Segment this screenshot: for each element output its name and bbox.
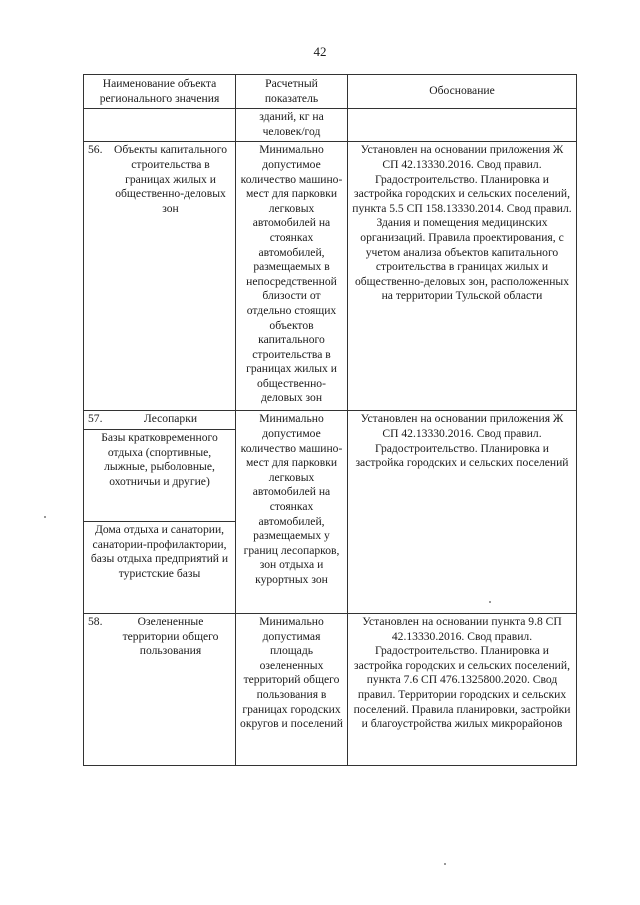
row-indicator: Минимально допустимое количество машино-мест для парковки легковых автомобилей на стоянках автомобилей, размещаемых в непосредственной близости от отдельно стоящих объектов капитального строительства в границах жилых и общественно-деловых зон <box>236 142 348 411</box>
row-name: Лесопарки <box>143 412 198 426</box>
row-basis: Установлен на основании приложения Ж СП 42.13330.2016. Свод правил. Градостроительство. Планировка и застройка городских и сельских поселений, пункта 5.5 СП 158.13330.2014. Свод правил. Здания и помещения медицинских организаций. Правила проектирования, с учетом анализа объектов капитального строительства в границах жилых и общественно-деловых зон, расположенных на территории Тульской области <box>348 142 577 411</box>
subitem-cell: Базы кратковременного отдыха (спортивные, лыжные, рыболовные, охотничьи и другие) <box>84 429 236 521</box>
row-number: 56. <box>88 143 103 157</box>
continuation-empty-cell <box>348 109 577 142</box>
subitem-cell: Дома отдыха и санатории, санатории-профилактории, базы отдыха предприятий и туристские базы <box>84 521 236 613</box>
table-row <box>84 142 577 411</box>
scan-speck <box>444 863 446 865</box>
row-name: Объекты капитального строительства в границах жилых и общественно-деловых зон <box>113 143 227 215</box>
continuation-empty-cell <box>84 109 236 142</box>
row-basis: Установлен на основании пункта 9.8 СП 42.13330.2016. Свод правил. Градостроительство. Планировка и застройка городских и сельских поселений, пункта 7.6 СП 476.1325800.2020. Свод правил. Территории городских и сельских поселений. Правила планировки, застройки и благоустройства жилых микрорайонов <box>348 613 577 765</box>
row-indicator: Минимально допустимое количество машино-мест для парковки легковых автомобилей на стоянках автомобилей, размещаемых у границ лесопарков, зон отдыха и курортных зон <box>236 411 348 614</box>
norms-table <box>83 74 577 766</box>
row-number: 58. <box>88 614 103 628</box>
header-basis: Обоснование <box>348 75 577 109</box>
scan-speck <box>489 601 491 603</box>
scan-speck <box>44 516 46 518</box>
row-basis: Установлен на основании приложения Ж СП 42.13330.2016. Свод правил. Градостроительство. Планировка и застройка городских и сельских поселений <box>348 411 577 614</box>
row-name-cell <box>84 613 236 765</box>
table-row <box>84 411 577 430</box>
continuation-indicator: зданий, кг на человек/год <box>236 109 348 142</box>
row-name: Озелененные территории общего пользования <box>122 614 219 658</box>
table-header-row <box>84 75 577 109</box>
row-name-cell <box>84 411 236 430</box>
table-row <box>84 613 577 765</box>
row-indicator: Минимально допустимая площадь озелененных территорий общего пользования в границах городских округов и поселений <box>236 613 348 765</box>
page-number: 42 <box>313 44 327 59</box>
header-object-name: Наименование объекта регионального значения <box>84 75 236 109</box>
row-number: 57. <box>88 412 103 426</box>
continuation-row <box>84 109 577 142</box>
row-name-cell <box>84 142 236 411</box>
header-indicator: Расчетный показатель <box>236 75 348 109</box>
